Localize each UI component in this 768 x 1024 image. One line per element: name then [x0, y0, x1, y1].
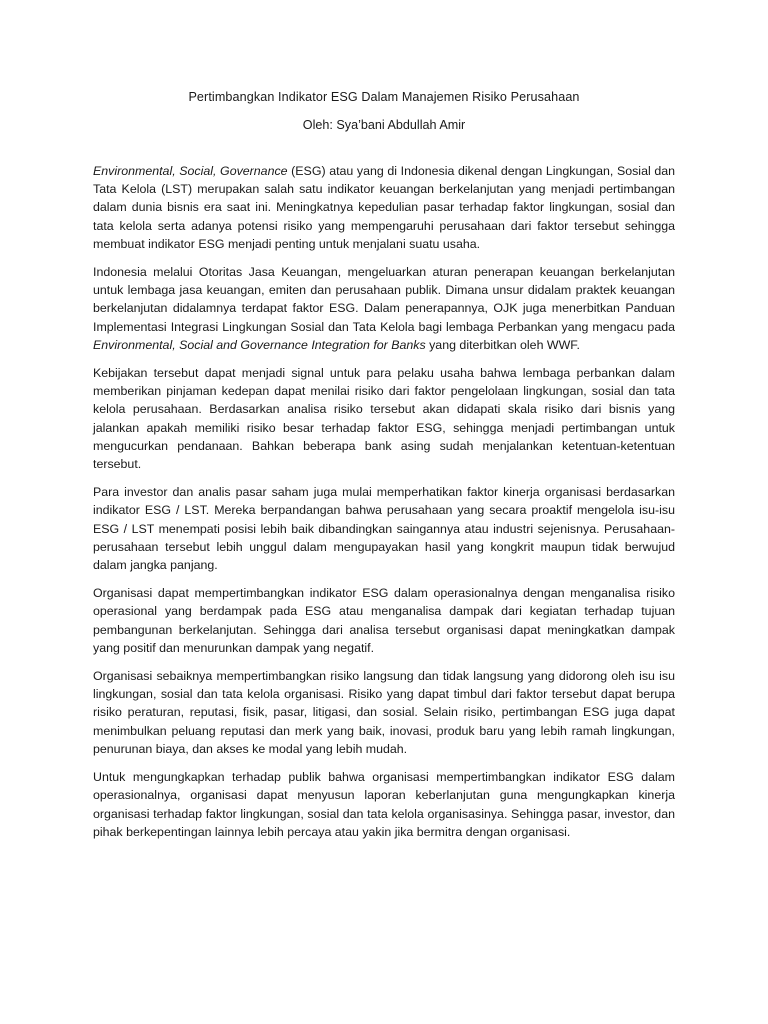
paragraph-3: Kebijakan tersebut dapat menjadi signal untuk para pelaku usaha bahwa lembaga perbankan dalam memberikan pinjaman kedepan dapat menilai risiko dari faktor pengelolaan lingkungan, sosial dan tata kelola perusahaan. Berdasarkan analisa risiko tersebut akan didapati skala risiko dari bisnis yang jalankan apakah memiliki risiko besar terhadap faktor ESG, sehingga menjadi pertimbangan untuk mengucurkan pendanaan. Bahkan beberapa bank asing sudah menjalankan ketentuan-ketentuan tersebut. — [93, 366, 675, 472]
document-body — [93, 162, 675, 851]
paragraph-5: Organisasi dapat mempertimbangkan indikator ESG dalam operasionalnya dengan menganalisa risiko operasional yang berdampak pada ESG atau menganalisa dampak dari kegiatan terhadap tujuan pembangunan berkelanjutan. Sehingga dari analisa tersebut organisasi dapat meningkatkan dampak yang positif dan menurunkan dampak yang negatif. — [93, 586, 675, 655]
paragraph-6: Organisasi sebaiknya mempertimbangkan risiko langsung dan tidak langsung yang didorong oleh isu isu lingkungan, sosial dan tata kelola organisasi. Risiko yang dapat timbul dari faktor tersebut dapat berupa risiko peraturan, reputasi, fisik, pasar, litigasi, dan sosial. Selain risiko, pertimbangan ESG juga dapat menimbulkan peluang reputasi dan merk yang baik, inovasi, produk baru yang lebih ramah lingkungan, penurunan biaya, dan akses ke modal yang lebih mudah. — [93, 669, 675, 756]
paragraph-2-text-after: yang diterbitkan oleh WWF. — [425, 337, 580, 352]
author-line: Oleh: Sya’bani Abdullah Amir — [302, 118, 466, 132]
paragraph-1-text: (ESG) atau yang di Indonesia dikenal dengan Lingkungan, Sosial dan Tata Kelola (LST) merupakan salah satu indikator keuangan berkelanjutan yang menjadi pertimbangan dalam dunia bisnis era saat ini. Meningkatnya kepedulian pasar terhadap faktor lingkungan, sosial dan tata kelola serta adanya potensi risiko yang mempengaruhi perusahaan dari faktor tersebut sehingga membuat indikator ESG menjadi penting untuk menjalani suatu usaha. — [93, 164, 675, 251]
paragraph-4: Para investor dan analis pasar saham juga mulai memperhatikan faktor kinerja organisasi berdasarkan indikator ESG / LST. Mereka berpandangan bahwa perusahaan yang secara proaktif mengelola isu-isu ESG / LST menempati posisi lebih baik dibandingkan saingannya atau industri sejenisnya. Perusahaan-perusahaan tersebut lebih unggul dalam mengupayakan hasil yang kongkrit maupun tidak berwujud dalam jangka panjang. — [93, 485, 675, 573]
paragraph-1-italic: Environmental, Social, Governance — [93, 164, 288, 178]
paragraph-2-text-before: Indonesia melalui Otoritas Jasa Keuangan, mengeluarkan aturan penerapan keuangan berkelanjutan untuk lembaga jasa keuangan, emiten dan perusahaan publik. Dimana unsur didalam praktek keuangan berkelanjutan didalamnya terdapat faktor ESG. Dalam penerapannya, OJK juga menerbitkan Panduan Implementasi Integrasi Lingkungan Sosial dan Tata Kelola bagi lembaga Perbankan yang mengacu pada — [93, 265, 675, 334]
document-title: Pertimbangkan Indikator ESG Dalam Manajemen Risiko Perusahaan — [188, 90, 580, 104]
paragraph-7: Untuk mengungkapkan terhadap publik bahwa organisasi mempertimbangkan indikator ESG dalam operasionalnya, organisasi dapat menyusun laporan keberlanjutan guna mengungkapkan kinerja organisasi terhadap faktor lingkungan, sosial dan tata kelola organisasinya. Sehingga pasar, investor, dan pihak berkepentingan lainnya lebih percaya atau yakin jika bermitra dengan organisasi. — [93, 770, 675, 839]
paragraph-2-italic: Environmental, Social and Governance Integration for Banks — [93, 337, 426, 352]
paragraph-1 — [93, 162, 675, 253]
paragraph-2 — [93, 263, 675, 354]
